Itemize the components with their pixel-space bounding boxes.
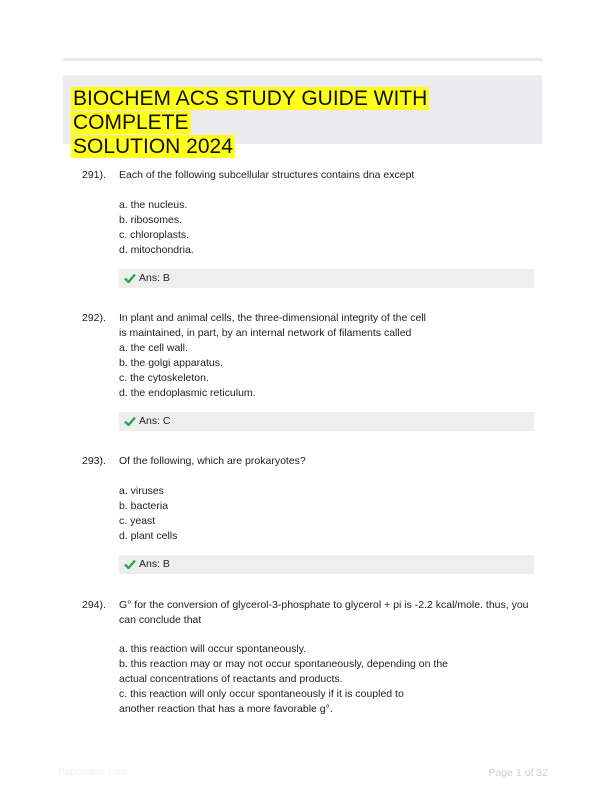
title-line-2: SOLUTION 2024 (73, 135, 233, 158)
question-number: 293). (82, 455, 106, 467)
answer-option: b. this reaction may or may not occur spontaneously, depending on the (119, 658, 449, 670)
question-text: Each of the following subcellular structures contains dna except (119, 169, 415, 181)
answer-box (119, 269, 534, 288)
title-banner (63, 75, 542, 158)
answer-option: b. the golgi apparatus. (119, 357, 223, 369)
page-number: Page 1 of 32 (488, 767, 548, 779)
question-number: 292). (82, 312, 106, 324)
title-line-1: BIOCHEM ACS STUDY GUIDE WITH COMPLETE (73, 87, 428, 134)
question-number: 291). (82, 169, 106, 181)
answer-option: d. mitochondria. (119, 244, 194, 256)
question-text-line: In plant and animal cells, the three-dimensional integrity of the cell (119, 312, 427, 324)
answer-option-continued: another reaction that has a more favorable g°. (119, 703, 333, 715)
answer-option: a. this reaction will occur spontaneously. (119, 643, 307, 655)
question-text-line: can conclude that (119, 614, 202, 626)
answer-box (119, 555, 534, 574)
answer-option: b. ribosomes. (119, 214, 183, 226)
answer-option: d. the endoplasmic reticulum. (119, 387, 256, 399)
answer-option: d. plant cells (119, 530, 178, 542)
answer-option: c. chloroplasts. (119, 229, 190, 241)
answer-label: Ans: B (139, 272, 170, 284)
answer-option: a. viruses (119, 485, 164, 497)
answer-option: a. the cell wall. (119, 342, 188, 354)
answer-label: Ans: C (139, 415, 171, 427)
question-number: 294). (82, 599, 106, 611)
answer-box (119, 412, 534, 431)
top-divider (63, 58, 542, 61)
answer-option: c. the cytoskeleton. (119, 372, 209, 384)
answer-option-continued: actual concentrations of reactants and products. (119, 673, 343, 685)
answer-option: c. this reaction will only occur spontaneously if it is coupled to (119, 688, 404, 700)
document-title (71, 87, 531, 159)
checkmark-icon (124, 273, 136, 283)
watermark-text: Paperstbic.com (58, 767, 127, 778)
answer-option: a. the nucleus. (119, 199, 188, 211)
checkmark-icon (124, 559, 136, 569)
checkmark-icon (124, 416, 136, 426)
answer-option: b. bacteria (119, 500, 169, 512)
question-text-line: G° for the conversion of glycerol-3-phosphate to glycerol + pi is -2.2 kcal/mole. thus, you (119, 599, 529, 611)
question-text-line: is maintained, in part, by an internal network of filaments called (119, 327, 412, 339)
answer-option: c. yeast (119, 515, 156, 527)
answer-label: Ans: B (139, 558, 170, 570)
question-text: Of the following, which are prokaryotes? (119, 455, 306, 467)
